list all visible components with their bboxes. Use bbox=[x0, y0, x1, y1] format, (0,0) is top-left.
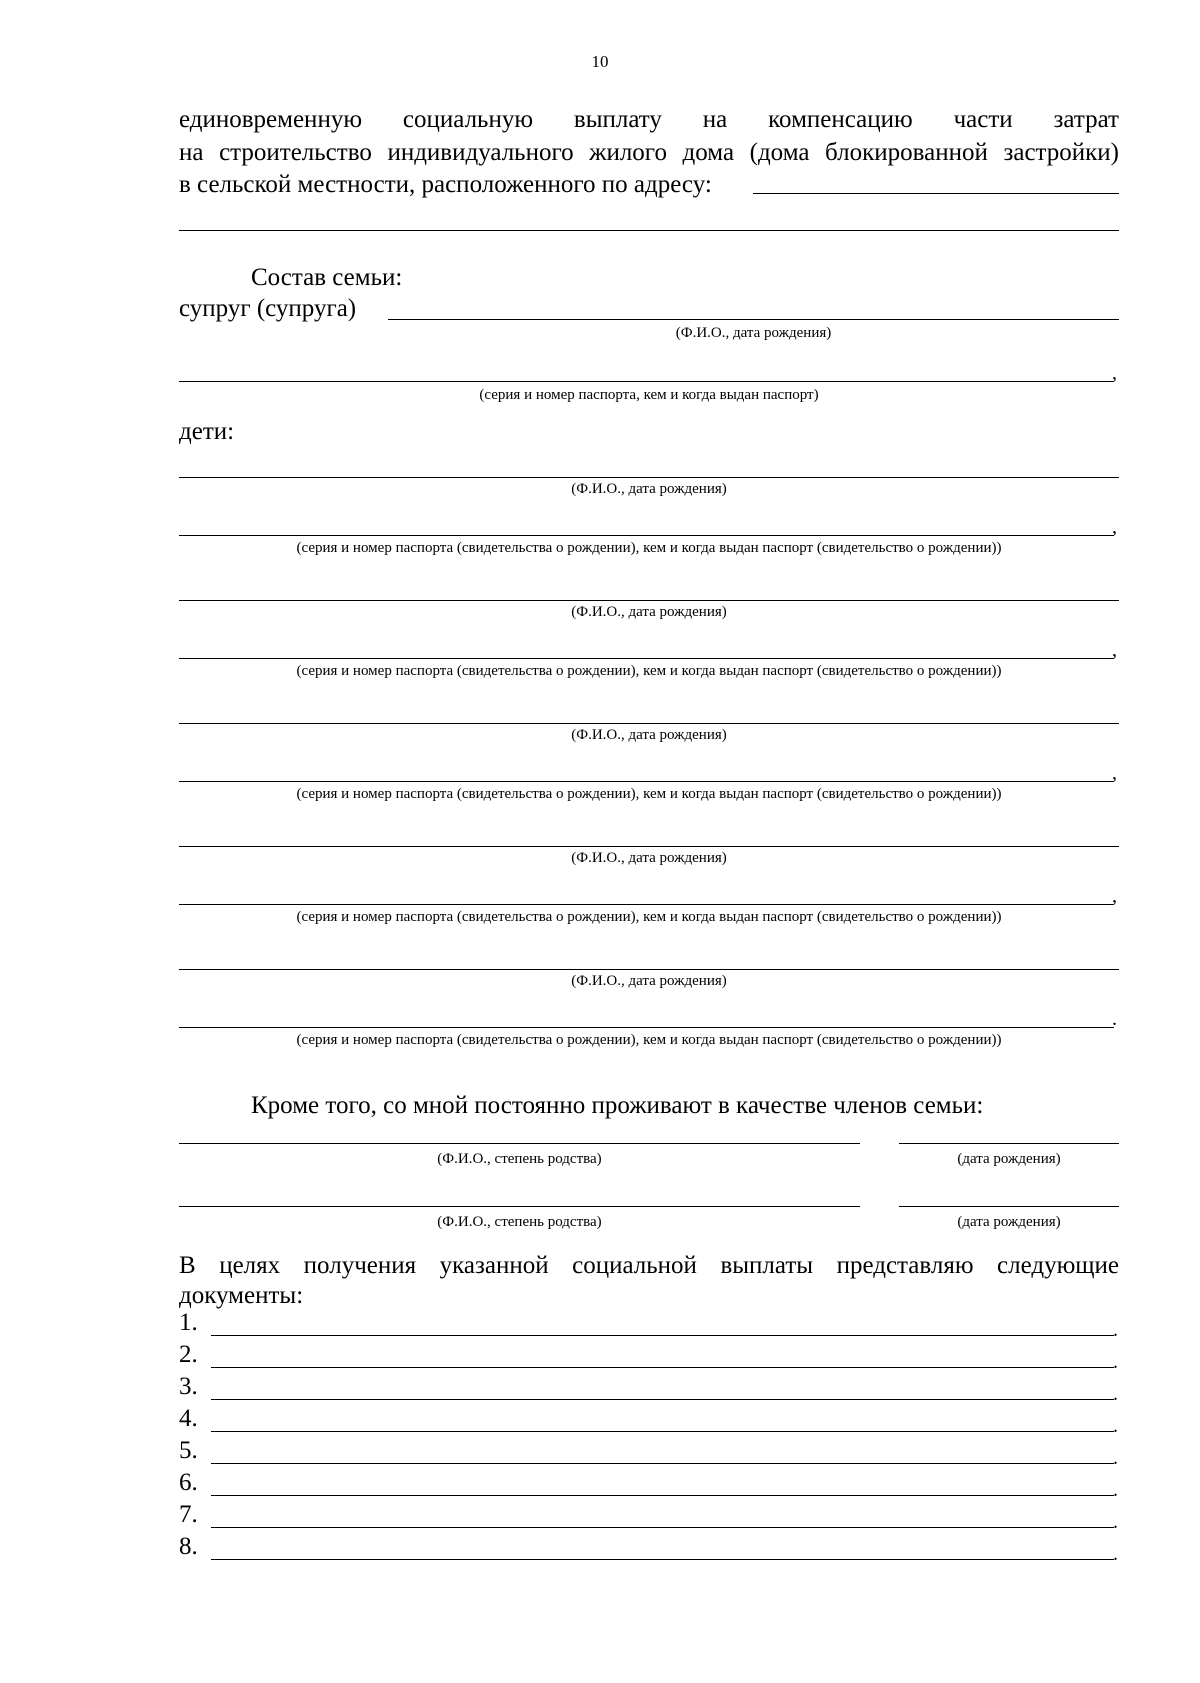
documents-intro-line-1: В целях получения указанной социальной выплаты представляю следующие bbox=[179, 1252, 1119, 1279]
child-document-field[interactable] bbox=[179, 535, 1114, 536]
intro-line-2: на строительство индивидуального жилого дома (дома блокированной застройки) bbox=[179, 139, 1119, 166]
document-item-end: . bbox=[1113, 1351, 1118, 1373]
spouse-name-caption: (Ф.И.О., дата рождения) bbox=[675, 325, 832, 341]
intro-line-3: в сельской местности, расположенного по адресу: bbox=[179, 171, 712, 198]
child-name-caption: (Ф.И.О., дата рождения) bbox=[571, 481, 727, 497]
address-field-continued[interactable] bbox=[179, 230, 1119, 231]
child-document-caption: (серия и номер паспорта (свидетельства о рождении), кем и когда выдан паспорт (свидетельство о рождении)) bbox=[296, 909, 1002, 925]
child-name-field[interactable] bbox=[179, 723, 1119, 724]
children-label: дети: bbox=[179, 418, 235, 445]
child-name-caption: (Ф.И.О., дата рождения) bbox=[571, 973, 727, 989]
child-name-caption: (Ф.И.О., дата рождения) bbox=[571, 850, 727, 866]
document-item-end: . bbox=[1113, 1543, 1118, 1565]
child-document-end: , bbox=[1112, 516, 1117, 538]
document-item-end: . bbox=[1113, 1511, 1118, 1533]
document-item-end: . bbox=[1113, 1447, 1118, 1469]
child-document-caption: (серия и номер паспорта (свидетельства о рождении), кем и когда выдан паспорт (свидетельство о рождении)) bbox=[296, 540, 1002, 556]
document-item-number: 2. bbox=[179, 1341, 198, 1368]
child-document-caption: (серия и номер паспорта (свидетельства о рождении), кем и когда выдан паспорт (свидетельство о рождении)) bbox=[296, 1032, 1002, 1048]
others-heading: Кроме того, со мной постоянно проживают в качестве членов семьи: bbox=[251, 1092, 984, 1119]
document-item-number: 6. bbox=[179, 1469, 198, 1496]
other-member-name-field[interactable] bbox=[179, 1206, 860, 1207]
document-item-end: . bbox=[1113, 1415, 1118, 1437]
child-document-end: , bbox=[1112, 762, 1117, 784]
child-document-end: , bbox=[1112, 885, 1117, 907]
document-item-field[interactable] bbox=[211, 1335, 1114, 1336]
child-name-field[interactable] bbox=[179, 969, 1119, 970]
spouse-passport-field[interactable] bbox=[179, 381, 1114, 382]
child-document-field[interactable] bbox=[179, 904, 1114, 905]
child-document-end: , bbox=[1112, 639, 1117, 661]
spouse-passport-comma: , bbox=[1112, 362, 1117, 384]
other-member-date-field[interactable] bbox=[899, 1143, 1119, 1144]
other-member-date-caption: (дата рождения) bbox=[957, 1151, 1061, 1167]
child-document-field[interactable] bbox=[179, 781, 1114, 782]
document-item-field[interactable] bbox=[211, 1495, 1114, 1496]
child-document-caption: (серия и номер паспорта (свидетельства о рождении), кем и когда выдан паспорт (свидетельство о рождении)) bbox=[296, 663, 1002, 679]
child-name-field[interactable] bbox=[179, 477, 1119, 478]
document-item-end: . bbox=[1113, 1383, 1118, 1405]
other-member-date-caption: (дата рождения) bbox=[957, 1214, 1061, 1230]
document-item-number: 4. bbox=[179, 1405, 198, 1432]
child-name-field[interactable] bbox=[179, 600, 1119, 601]
child-document-field[interactable] bbox=[179, 658, 1114, 659]
other-member-name-field[interactable] bbox=[179, 1143, 860, 1144]
document-item-number: 5. bbox=[179, 1437, 198, 1464]
spouse-label: супруг (супруга) bbox=[179, 295, 357, 322]
spouse-passport-caption: (серия и номер паспорта, кем и когда выдан паспорт) bbox=[479, 387, 819, 403]
document-item-field[interactable] bbox=[211, 1431, 1114, 1432]
child-document-field[interactable] bbox=[179, 1027, 1114, 1028]
child-document-caption: (серия и номер паспорта (свидетельства о рождении), кем и когда выдан паспорт (свидетельство о рождении)) bbox=[296, 786, 1002, 802]
document-item-end: . bbox=[1113, 1319, 1118, 1341]
address-field[interactable] bbox=[753, 193, 1119, 194]
document-item-number: 7. bbox=[179, 1501, 198, 1528]
documents-intro-line-2: документы: bbox=[179, 1282, 304, 1309]
family-heading: Состав семьи: bbox=[251, 264, 403, 291]
document-item-field[interactable] bbox=[211, 1367, 1114, 1368]
other-member-date-field[interactable] bbox=[899, 1206, 1119, 1207]
other-member-name-caption: (Ф.И.О., степень родства) bbox=[437, 1214, 602, 1230]
document-item-field[interactable] bbox=[211, 1463, 1114, 1464]
spouse-name-field[interactable] bbox=[388, 319, 1119, 320]
child-name-caption: (Ф.И.О., дата рождения) bbox=[571, 727, 727, 743]
other-member-name-caption: (Ф.И.О., степень родства) bbox=[437, 1151, 602, 1167]
child-name-field[interactable] bbox=[179, 846, 1119, 847]
document-item-field[interactable] bbox=[211, 1559, 1114, 1560]
document-item-number: 1. bbox=[179, 1309, 198, 1336]
document-item-field[interactable] bbox=[211, 1527, 1114, 1528]
child-document-end: . bbox=[1112, 1008, 1117, 1030]
document-item-field[interactable] bbox=[211, 1399, 1114, 1400]
document-item-end: . bbox=[1113, 1479, 1118, 1501]
intro-line-1: единовременную социальную выплату на компенсацию части затрат bbox=[179, 106, 1119, 133]
child-name-caption: (Ф.И.О., дата рождения) bbox=[571, 604, 727, 620]
document-item-number: 3. bbox=[179, 1373, 198, 1400]
document-item-number: 8. bbox=[179, 1533, 198, 1560]
page-number: 10 bbox=[591, 52, 609, 71]
